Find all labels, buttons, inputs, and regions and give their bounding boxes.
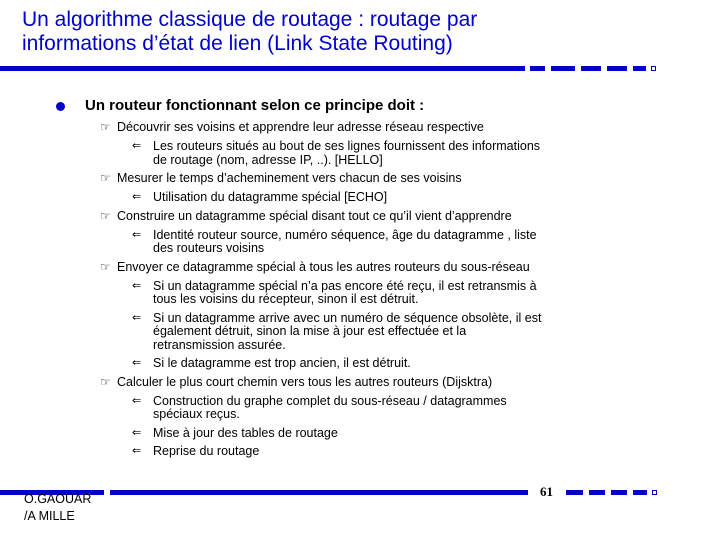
left-arrow-icon: ⇐ <box>132 311 142 324</box>
sub-item <box>100 376 492 390</box>
item-text-line: Construire un datagramme spécial disant tout ce qu’il vient d’apprendre <box>117 208 512 223</box>
item-text-line: Mise à jour des tables de routage <box>153 425 338 440</box>
sub-item <box>100 210 512 224</box>
item-text-line: tous les voisins du récepteur, sinon il est détruit. <box>153 292 419 306</box>
item-text <box>153 357 643 371</box>
page-number: 61 <box>540 484 553 499</box>
item-text <box>117 121 484 135</box>
main-heading: Un routeur fonctionnant selon ce principe doit : <box>85 97 425 114</box>
left-arrow-icon: ⇐ <box>132 394 142 407</box>
item-text-line: spéciaux reçus. <box>153 407 240 421</box>
item-text <box>153 280 643 307</box>
pointing-hand-icon: ☞ <box>100 208 111 223</box>
left-arrow-icon: ⇐ <box>132 357 142 369</box>
main-bullet <box>64 97 424 115</box>
item-text <box>153 395 643 422</box>
detail-item <box>132 357 643 371</box>
detail-item <box>132 140 643 167</box>
item-text-line: Reprise du routage <box>153 444 260 458</box>
bottom-rule-segment <box>566 490 583 495</box>
item-text-line: également détruit, sinon la mise à jour est effectuée et la <box>153 324 467 338</box>
item-text <box>153 445 643 459</box>
sub-item <box>100 261 530 275</box>
item-text <box>117 210 512 224</box>
detail-item <box>132 280 643 307</box>
top-rule-bar <box>0 66 525 71</box>
bottom-rule-segment <box>589 490 605 495</box>
item-text-line: Calculer le plus court chemin vers tous les autres routeurs (Dijsktra) <box>117 374 493 389</box>
detail-item <box>132 395 643 422</box>
bottom-rule-segment <box>611 490 627 495</box>
left-arrow-icon: ⇐ <box>132 140 142 152</box>
item-text-line: Envoyer ce datagramme spécial à tous les autres routeurs du sous-réseau <box>117 259 530 274</box>
item-text <box>117 376 492 390</box>
footer-author <box>24 491 91 525</box>
left-arrow-icon: ⇐ <box>132 191 142 203</box>
item-text <box>153 229 643 256</box>
pointing-hand-icon: ☞ <box>100 374 111 389</box>
bottom-rule-square <box>652 490 657 495</box>
top-rule-segment <box>633 66 646 71</box>
slide-title-line-2: informations d’état de lien (Link State Routing) <box>22 32 453 55</box>
top-rule-square <box>651 66 656 71</box>
detail-item <box>132 229 643 256</box>
item-text <box>153 191 643 205</box>
author-line-1: O.GAOUAR <box>24 492 92 506</box>
item-text-line: Si un datagramme spécial n’a pas encore été reçu, il est retransmis à <box>153 278 537 293</box>
item-text-line: Si un datagramme arrive avec un numéro de séquence obsolète, il est <box>153 310 542 325</box>
top-rule-segment <box>607 66 627 71</box>
item-text-line: Construction du graphe complet du sous-réseau / datagrammes <box>153 393 507 408</box>
slide-title <box>22 8 702 56</box>
item-text-line: retransmission assurée. <box>153 337 286 352</box>
pointing-hand-icon: ☞ <box>100 171 111 185</box>
detail-item <box>132 312 643 353</box>
left-arrow-icon: ⇐ <box>132 445 142 457</box>
top-rule-segment <box>530 66 545 71</box>
item-text-line: Découvrir ses voisins et apprendre leur adresse réseau respective <box>117 120 484 134</box>
item-text-line: Utilisation du datagramme spécial [ECHO] <box>153 190 388 204</box>
top-rule-segment <box>581 66 601 71</box>
pointing-hand-icon: ☞ <box>100 120 111 134</box>
sub-item <box>100 121 484 135</box>
item-text-line: des routeurs voisins <box>153 241 265 255</box>
bottom-rule-segment <box>633 490 647 495</box>
author-line-2: /A MILLE <box>24 509 75 523</box>
left-arrow-icon: ⇐ <box>132 426 142 439</box>
bullet-dot-icon <box>56 102 65 111</box>
detail-item <box>132 427 643 441</box>
item-text-line: Les routeurs situés au bout de ses lignes fournissent des informations <box>153 139 541 153</box>
item-text <box>153 140 643 167</box>
item-text-line: de routage (nom, adresse IP, ..). [HELLO] <box>153 152 383 167</box>
left-arrow-icon: ⇐ <box>132 279 142 292</box>
item-text <box>153 427 643 441</box>
left-arrow-icon: ⇐ <box>132 228 142 241</box>
pointing-hand-icon: ☞ <box>100 259 111 274</box>
top-rule-segment <box>551 66 575 71</box>
item-text <box>117 261 530 275</box>
detail-item <box>132 445 643 459</box>
item-text-line: Identité routeur source, numéro séquence, âge du datagramme , liste <box>153 227 537 242</box>
item-text <box>153 312 643 353</box>
bottom-rule-bar <box>110 490 528 495</box>
item-text-line: Si le datagramme est trop ancien, il est détruit. <box>153 356 411 370</box>
sub-item <box>100 172 462 186</box>
item-text <box>117 172 462 186</box>
detail-item <box>132 191 643 205</box>
item-text-line: Mesurer le temps d’acheminement vers chacun de ses voisins <box>117 171 462 185</box>
slide-title-line-1: Un algorithme classique de routage : routage par <box>22 8 478 31</box>
